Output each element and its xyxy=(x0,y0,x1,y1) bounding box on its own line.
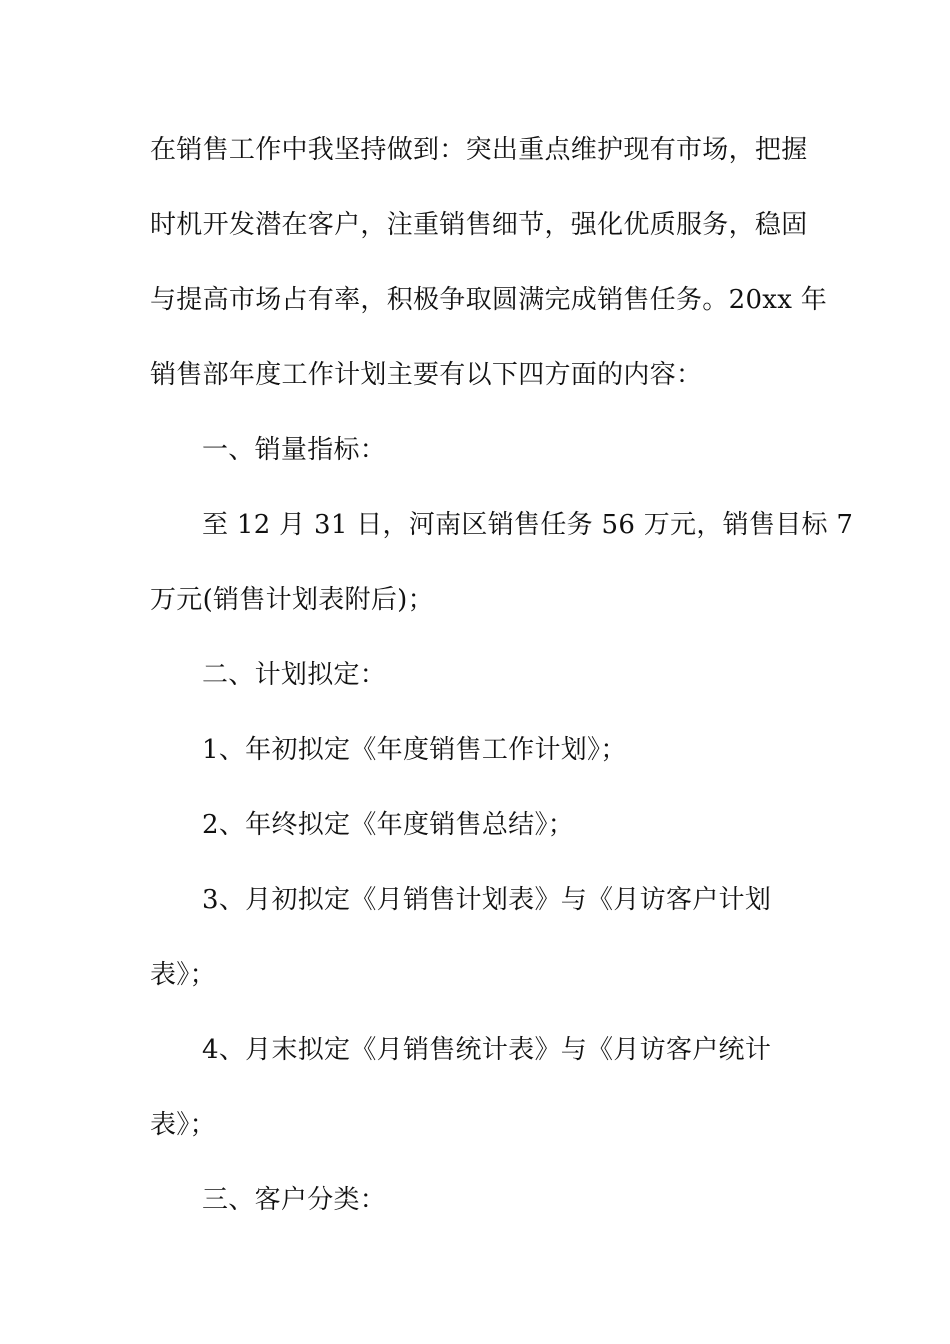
list-item: 1、年初拟定《年度销售工作计划》； xyxy=(202,735,627,765)
list-item-continuation: 表》； xyxy=(150,1110,216,1140)
section-heading: 一、销量指标： xyxy=(202,435,387,465)
list-item: 3、月初拟定《月销售计划表》与《月访客户计划 xyxy=(202,885,772,915)
list-item: 4、月末拟定《月销售统计表》与《月访客户统计 xyxy=(202,1035,772,1065)
list-item-continuation: 表》； xyxy=(150,960,216,990)
list-item: 2、年终拟定《年度销售总结》； xyxy=(202,810,575,840)
paragraph-line: 万元(销售计划表附后)； xyxy=(150,585,434,615)
paragraph-line: 时机开发潜在客户，注重销售细节，强化优质服务，稳固 xyxy=(150,210,808,240)
paragraph-line: 与提高市场占有率，积极争取圆满完成销售任务。20xx 年 xyxy=(150,285,828,315)
section-heading: 二、计划拟定： xyxy=(202,660,387,690)
paragraph-line: 在销售工作中我坚持做到：突出重点维护现有市场，把握 xyxy=(150,135,808,165)
section-heading: 三、客户分类： xyxy=(202,1185,387,1215)
paragraph-line: 至 12 月 31 日，河南区销售任务 56 万元，销售目标 7 xyxy=(202,510,854,540)
paragraph-line: 销售部年度工作计划主要有以下四方面的内容： xyxy=(150,360,703,390)
